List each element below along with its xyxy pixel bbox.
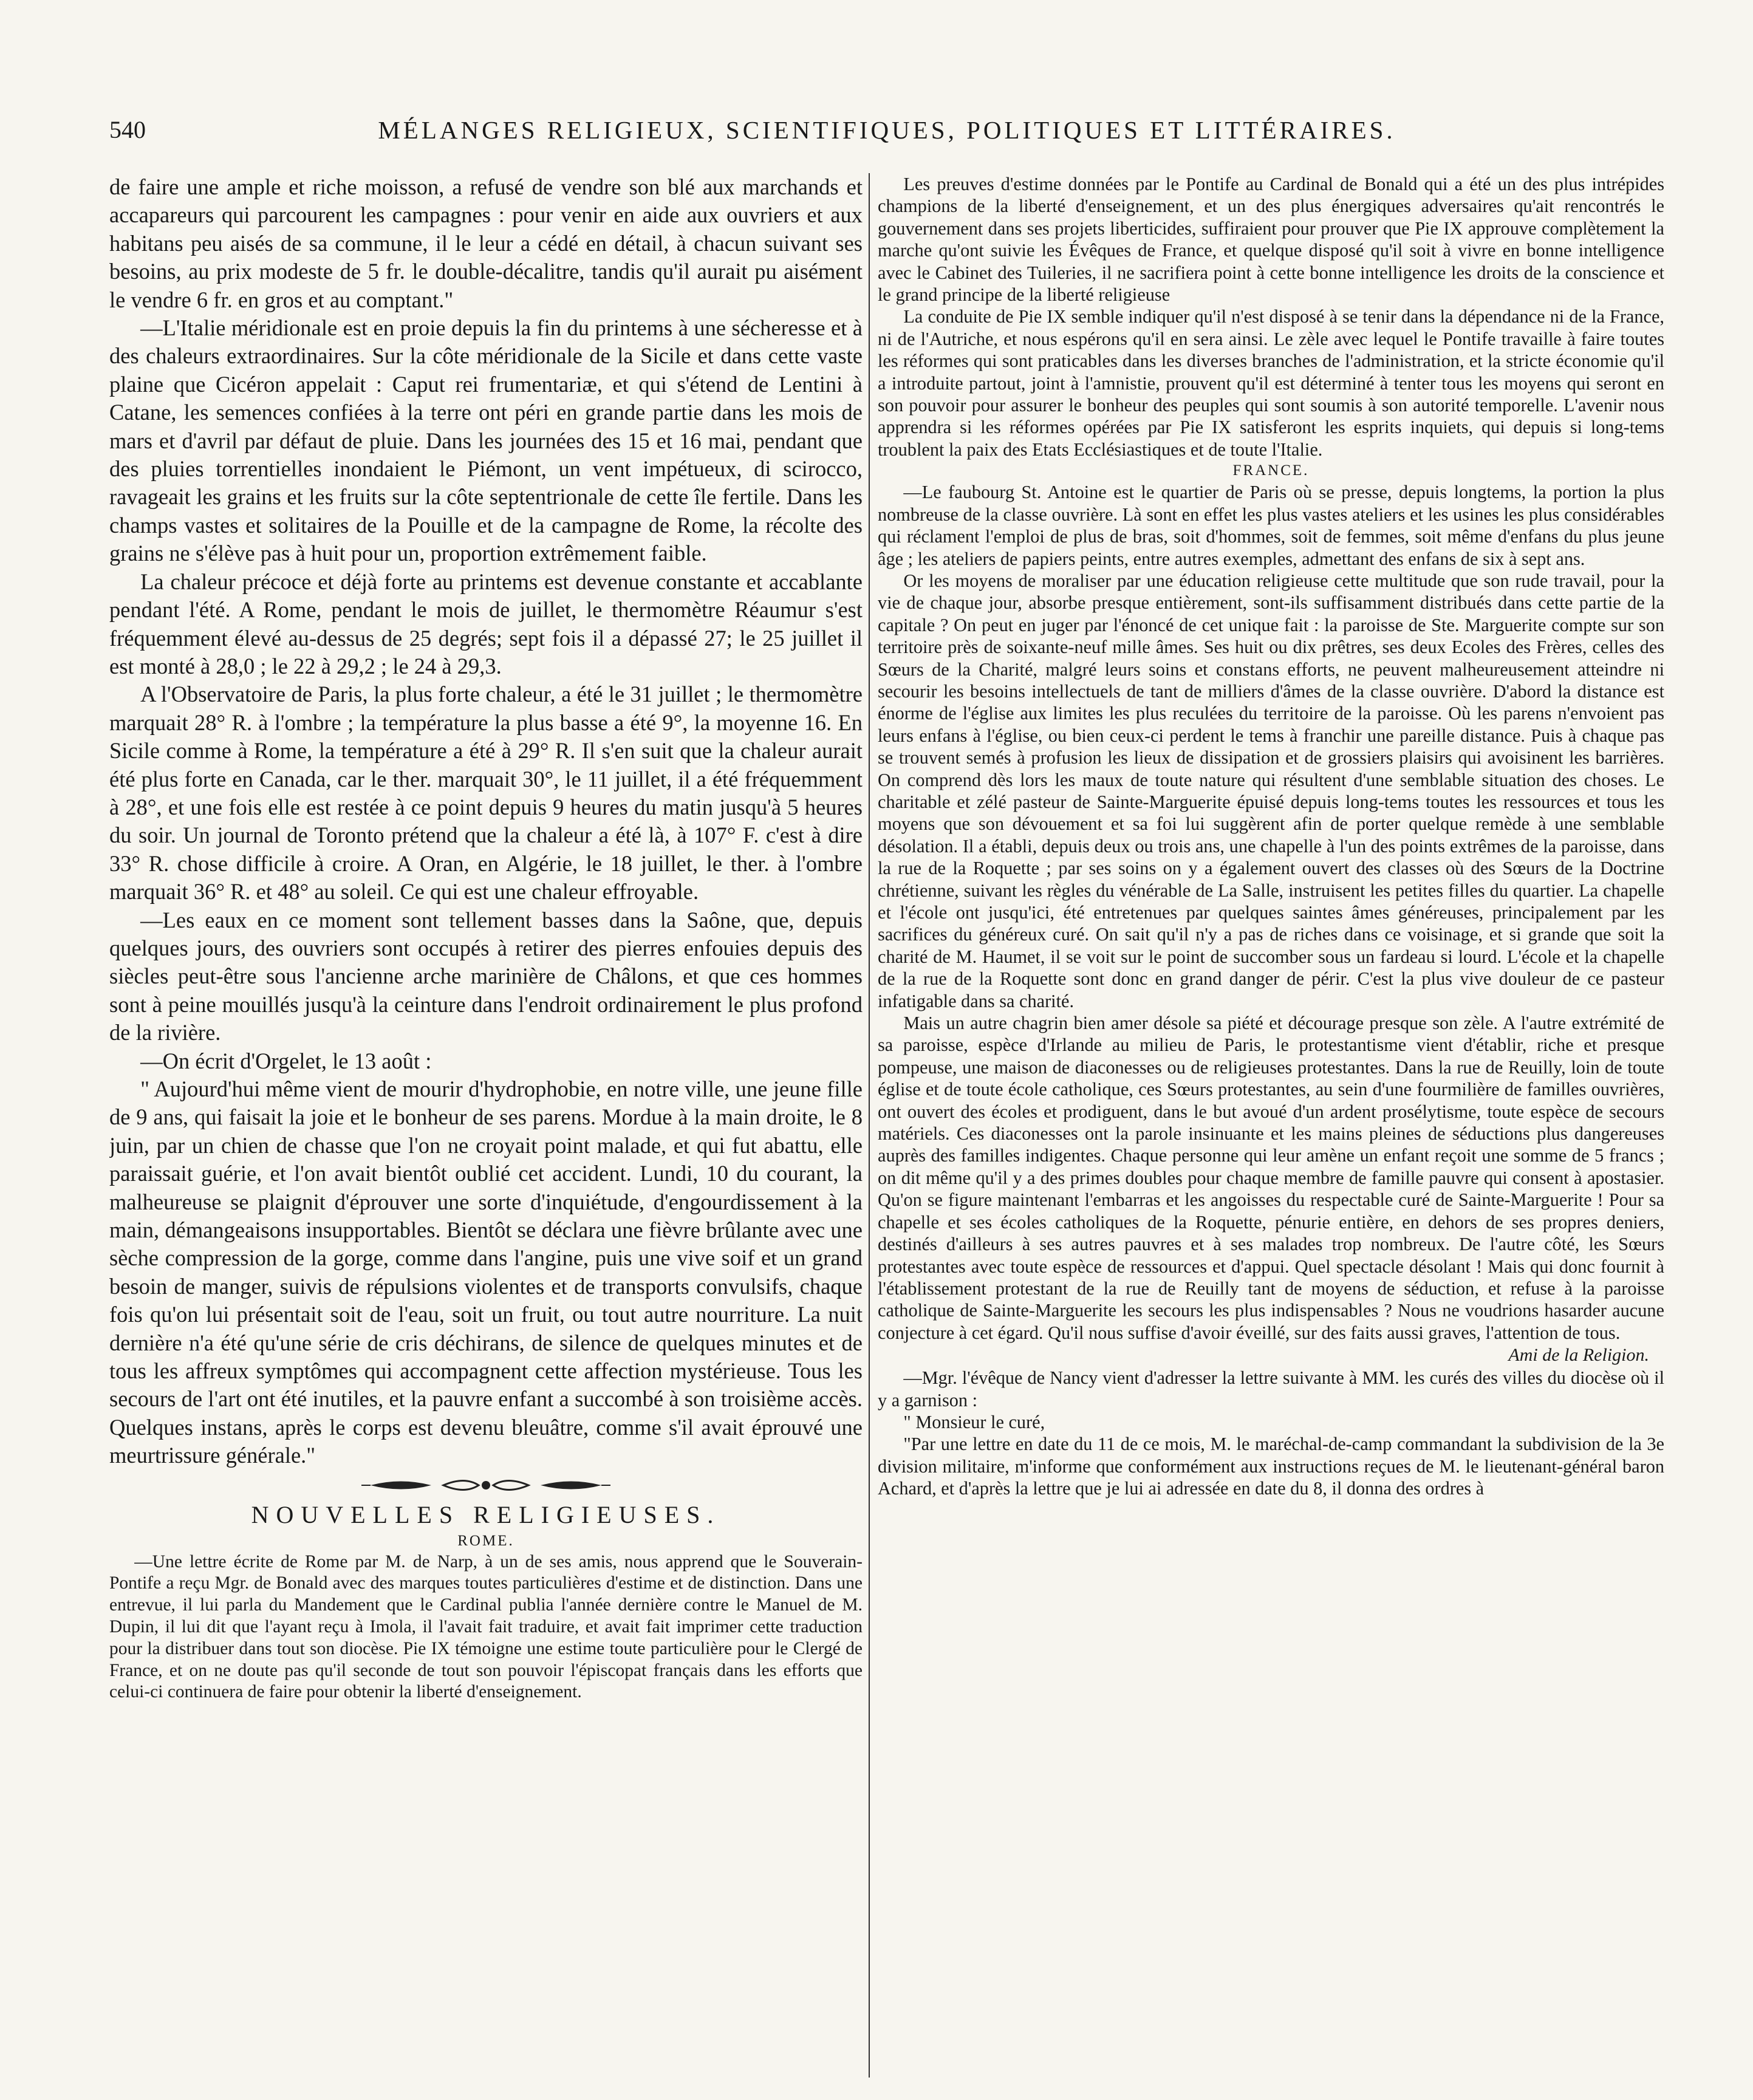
paragraph-saone: —Les eaux en ce moment sont tellement basses dans la Saône, que, depuis quelques jours, des ouvriers sont occupés à retirer des pierres enfouies depuis des siècles peut-être sous l'ancienne arche marinière de Châlons, et que ces hommes sont à peine mouillés jusqu'à la ceinture dans l'endroit ordinairement le plus profond de la rivière.: [109, 907, 863, 1045]
paragraph-orgelet-intro: —On écrit d'Orgelet, le 13 août :: [140, 1048, 432, 1073]
paragraph-southern-italy: —L'Italie méridionale est en proie depuis la fin du printems à une sécheresse et à des chaleurs extraordinaires. Sur la côte méridionale de la Sicile et dans cette vaste plaine que Cicéron appelait : Caput rei frumentariæ, et qui s'étend de Lentini à Catane, les semences confiées à la terre ont péri en grande partie dans les mois de mars et d'avril par défaut de pluie. Dans les journées des 15 et 16 mai, pendant que des pluies torrentielles inondaient le Piémont, un vent impétueux, di scirocco, ravageait les grains et les fruits sur la côte septentrionale de cette île fertile. Dans les champs vastes et solitaires de la Pouille et de la campagne de Rome, la récolte des grains ne s'élève pas à huit pour un, proportion extrêmement faible.: [109, 315, 863, 566]
column-divider: [869, 173, 870, 2078]
section-title-nouvelles-religieuses: NOUVELLES RELIGIEUSES.: [251, 1500, 721, 1528]
subsection-title-rome: ROME.: [457, 1532, 514, 1549]
subsection-title-france: FRANCE.: [1232, 462, 1310, 479]
decorative-ornament-icon: [358, 1475, 613, 1496]
page-header: [109, 115, 1664, 152]
paragraph-rome-letter: —Une lettre écrite de Rome par M. de Narp, à un de ses amis, nous apprend que le Souverain-Pontife a reçu Mgr. de Bonald avec des marques toutes particulières d'estime et de distinction. Dans une entrevue, il lui parla du Mandement que le Cardinal publia l'année dernière contre le Manuel de M. Dupin, il lui dit que l'ayant reçu à Imola, il l'avait fait traduire, et avait fait imprimer cette traduction pour la distribuer dans tout son diocèse. Pie IX témoigne une estime toute particulière pour le Clergé de France, et on ne doute pas qu'il seconde de tout son pouvoir l'épiscopat français dans les efforts que celui-ci continuera de faire pour obtenir la liberté d'enseignement.: [109, 1551, 863, 1702]
left-column: [109, 173, 863, 2087]
paragraph-observatory: A l'Observatoire de Paris, la plus forte chaleur, a été le 31 juillet ; le thermomètre marquait 28° R. à l'ombre ; la température la plus basse a été 9°, la moyenne 16. En Sicile comme à Rome, la température a été à 29° R. Il s'en suit que la chaleur aurait été plus forte en Canada, car le ther. marquait 30°, le 11 juillet, il a été fréquemment à 28°, et une fois elle est restée à ce point depuis 9 heures du matin jusqu'à 5 heures du soir. Un journal de Toronto prétend que la chaleur a été là, à 107° F. c'est à dire 33° R. chose difficile à croire. A Oran, en Algérie, le 18 juillet, le ther. à l'ombre marquait 36° R. et 48° au soleil. Ce qui est une chaleur effroyable.: [109, 682, 863, 905]
paragraph-heat-rome: La chaleur précoce et déjà forte au printems est devenue constante et accablante pendant l'été. A Rome, pendant le mois de juillet, le thermomètre Réaumur s'est fréquemment élevé au-dessus de 25 degrés; sept fois il a dépassé 27; le 25 juillet il est monté à 28,0 ; le 22 à 29,2 ; le 24 à 29,3.: [109, 569, 863, 679]
paragraph-orgelet-letter: " Aujourd'hui même vient de mourir d'hydrophobie, en notre ville, une jeune fille de 9 ans, qui faisait la joie et le bonheur de ses parens. Mordue à la main droite, le 8 juin, par un chien de chasse que l'on ne croyait point malade, et qui fut abattu, elle paraissait guérie, et l'on avait bientôt oublié cet accident. Lundi, 10 du courant, la malheureuse se plaignit d'éprouver une sorte d'inquiétude, d'engourdissement à la main, démangeaisons insupportables. Bientôt se déclara une fièvre brûlante avec une sèche compression de la gorge, comme dans l'angine, puis une vive soif et un grand besoin de manger, suivis de répulsions violentes et de transports convulsifs, chaque fois qu'on lui présentait soit de l'eau, soit un fruit, ou tout autre nourriture. La nuit dernière n'a été qu'une série de cris déchirans, de silence de quelques minutes et de tous les affreux symptômes qui accompagnent cette affection mystérieuse. Tous les secours de l'art ont été inutiles, et la pauvre enfant a succombé à son troisième accès. Quelques instans, après le corps est devenu bleuâtre, comme s'il avait éprouvé une meurtrissure générale.": [109, 1076, 863, 1468]
paragraph-monsieur-cure: " Monsieur le curé,: [903, 1411, 1045, 1432]
paragraph-faubourg: —Le faubourg St. Antoine est le quartier de Paris où se presse, depuis longtems, la portion la plus nombreuse de la classe ouvrière. Là sont en effet les plus vastes ateliers et les usines les plus considérables qui réclament l'emploi de plus de bras, soit d'hommes, soit de femmes, soit même d'enfans du plus jeune âge ; les ateliers de papiers peints, entre autres exemples, admettant des enfans de six à sept ans.: [878, 482, 1664, 569]
paragraph-nancy-letter: "Par une lettre en date du 11 de ce mois, M. le maréchal-de-camp commandant la subdivision de la 3e division militaire, m'informe que conformément aux instructions reçues de M. le lieutenant-général baron Achard, et d'après la lettre que je lui ai adressée en date du 8, il donna des ordres à: [878, 1434, 1664, 1499]
signature-ami-religion: Ami de la Religion.: [1508, 1345, 1649, 1366]
paragraph-bonald-esteem: Les preuves d'estime données par le Pontife au Cardinal de Bonald qui a été un des plus intrépides champions de la liberté d'enseignement, et un des plus énergiques adversaires qu'ait rencontrés le gouvernement dans ses projets liberticides, suffiraient pour prouver que Pie IX approuve complètement la marche qu'ont suivie les Évêques de France, et quelque disposé qu'il soit à vivre en bonne intelligence avec le Cabinet des Tuileries, il ne sacrifiera point à cette bonne intelligence les droits de la conscience et le grand principe de la liberté religieuse: [878, 174, 1664, 306]
running-title: MÉLANGES RELIGIEUX, SCIENTIFIQUES, POLITIQUES ET LITTÉRAIRES.: [378, 116, 1396, 144]
right-column: [878, 173, 1664, 2087]
paragraph-moraliser: Or les moyens de moraliser par une éducation religieuse cette multitude que son rude travail, pour la vie de chaque jour, absorbe presque entièrement, sont-ils suffisamment distribués dans cette partie de la capitale ? On peut en juger par l'énoncé de cet unique fait : la paroisse de Ste. Marguerite compte sur son territoire près de soixante-neuf mille âmes. Ses huit ou dix prêtres, ses deux Ecoles des Frères, celles des Sœurs de la Charité, malgré leurs soins et constans efforts, ne peuvent malheureusement atteindre ni secourir les besoins intellectuels de tant de milliers d'âmes de la classe ouvrière. D'abord la distance est énorme de l'église aux limites les plus reculées du territoire de la paroisse. Où les parens n'envoient pas leurs enfans à l'église, ou bien ceux-ci perdent le tems à franchir une pareille distance. Puis à chaque pas se trouvent semés à profusion les lieux de dissipation et de grossiers plaisirs qui avoisinent les barrières. On comprend dès lors les maux de toute nature qui résultent d'une semblable situation des choses. Le charitable et zélé pasteur de Sainte-Marguerite épuisé depuis long-tems toutes les ressources et tous les moyens que son dévouement et sa foi lui suggèrent afin de porter quelque remède à une semblable désolation. Il a établi, depuis deux ou trois ans, une chapelle à l'un des points extrêmes de la paroisse, dans la rue de la Roquette ; par ses soins on y a également ouvert des classes où des Sœurs de la Doctrine chrétienne, suivant les règles du vénérable de La Salle, instruisent les petites filles du quartier. La chapelle et l'école ont jusqu'ici, été entretenues par quelques saintes âmes généreuses, principalement par les sacrifices du généreux curé. On sait qu'il n'y a pas de riches dans ce voisinage, et si grande que soit la charité de M. Haumet, il se voit sur le point de succomber sous un fardeau si lourd. L'école et la chapelle de la rue de la Roquette sont donc en grand danger de périr. C'est la plus vive douleur de ce pasteur infatigable dans sa charité.: [878, 570, 1664, 1011]
page-number: 540: [109, 116, 146, 143]
paragraph-protestantisme: Mais un autre chagrin bien amer désole sa piété et décourage presque son zèle. A l'autre extrémité de sa paroisse, espèce d'Irlande au milieu de Paris, le protestantisme vient d'établir, riche et presque pompeuse, une maison de diaconesses ou de religieuses protestantes. Dans la rue de Reuilly, loin de toute église et de toute école catholique, ces Sœurs protestantes, au sein d'une fourmilière de familles ouvrières, ont ouvert des écoles et prodiguent, dans le but avoué d'un ardent prosélytisme, toute espèce de secours matériels. Ces diaconesses ont la parole insinuante et les mains pleines de séductions plus dangereuses auprès des familles indigentes. Chaque personne qui leur amène un enfant reçoit une somme de 5 francs ; on dit même qu'il y a des primes doubles pour chaque membre de famille pauvre qui consent à apostasier. Qu'on se figure maintenant l'embarras et les angoisses du respectable curé de Sainte-Marguerite ! Pour sa chapelle et ses écoles catholiques de la Roquette, pénurie entière, en dehors de ses propres deniers, destinés d'ailleurs à ses autres pauvres et à ses malades trop nombreux. De l'autre côté, les Sœurs protestantes avec toute espèce de ressources et d'appui. Quel spectacle désolant ! Mais qui donc fournit à l'établissement protestant de la rue de Reuilly tant de moyens de séduction, et refuse à la paroisse catholique de Sainte-Marguerite les secours les plus indispensables ? Nous ne voudrions hasarder aucune conjecture à cet égard. Qu'il nous suffise d'avoir éveillé, sur des faits aussi graves, l'attention de tous.: [878, 1013, 1664, 1343]
paragraph-pie-ix-conduct: La conduite de Pie IX semble indiquer qu'il n'est disposé à se tenir dans la dépendance ni de la France, ni de l'Autriche, et nous espérons qu'il en sera ainsi. Le zèle avec lequel le Pontife travaille à faire toutes les réformes qui sont praticables dans les diverses branches de l'administration, et la stricte économie qu'il a introduite partout, joint à l'amnistie, prouvent qu'il est déterminé à tenter tous les moyens qui seront en son pouvoir pour assurer le bonheur des peuples qui sont soumis à son autorité temporelle. L'avenir nous apprendra si les réformes opérées par Pie IX satisferont les esprits inquiets, qui depuis si long-tems troublent la paix des Etats Ecclésiastiques et de toute l'Italie.: [878, 306, 1664, 460]
paragraph-nancy-intro: —Mgr. l'évêque de Nancy vient d'adresser la lettre suivante à MM. les curés des villes du diocèse où il y a garnison :: [878, 1367, 1664, 1411]
paragraph-harvest: de faire une ample et riche moisson, a refusé de vendre son blé aux marchands et accapareurs qui parcourent les campagnes : pour venir en aide aux ouvriers et aux habitans peu aisés de sa commune, il le leur a cédé en détail, à chacun suivant ses besoins, au prix modeste de 5 fr. le double-décalitre, tandis qu'il aurait pu aisément le vendre 6 fr. en gros et au comptant.": [109, 174, 863, 312]
